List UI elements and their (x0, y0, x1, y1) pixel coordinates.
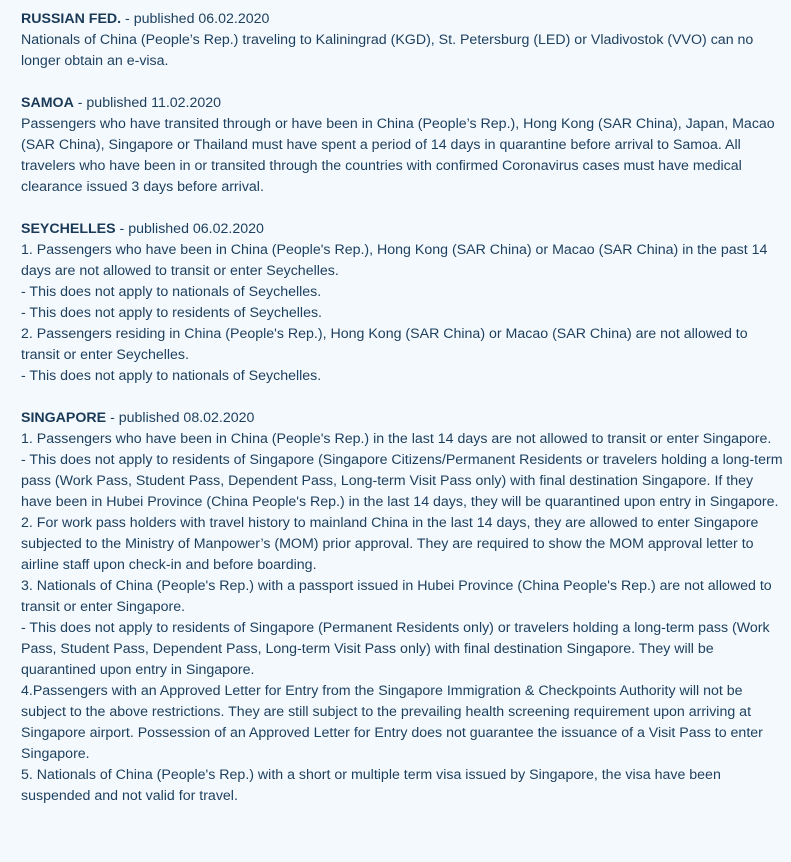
advisory-line: 2. Passengers residing in China (People's Rep.), Hong Kong (SAR China) or Macao (SAR China) are not allowed to transit or enter Seychelles. (21, 326, 748, 363)
section-russian-fed (21, 9, 786, 72)
section-samoa (21, 93, 786, 198)
advisory-line: 3. Nationals of China (People's Rep.) with a passport issued in Hubei Province (China People's Rep.) are not allowed to transit or enter Singapore. (21, 578, 772, 615)
advisory-line: - This does not apply to residents of Seychelles. (21, 305, 322, 321)
country-name: RUSSIAN FED. (21, 11, 122, 27)
section-heading (21, 219, 786, 240)
section-singapore (21, 408, 786, 807)
published-date: - published 11.02.2020 (73, 95, 222, 111)
published-date: - published 06.02.2020 (121, 11, 270, 27)
section-heading (21, 408, 786, 429)
country-name: SINGAPORE (21, 410, 107, 426)
section-heading (21, 93, 786, 114)
section-seychelles (21, 219, 786, 387)
advisory-line: 1. Passengers who have been in China (People's Rep.), Hong Kong (SAR China) or Macao (SAR China) in the past 14 days are not allowed to transit or enter Seychelles. (21, 242, 768, 279)
advisory-line: - This does not apply to residents of Singapore (Permanent Residents only) or travelers holding a long-term pass (Work Pass, Student Pass, Dependent Pass, Long-term Visit Pass only) with final destination Singapore. They will be quarantined upon entry in Singapore. (21, 620, 770, 678)
advisory-document (21, 9, 786, 828)
advisory-line: - This does not apply to nationals of Seychelles. (21, 284, 322, 300)
advisory-line: 1. Passengers who have been in China (People's Rep.) in the last 14 days are not allowed to transit or enter Singapore. (21, 431, 772, 447)
advisory-line: Passengers who have transited through or have been in China (People’s Rep.), Hong Kong (SAR China), Japan, Macao (SAR China), Singapore or Thailand must have spent a period of 14 days in quarantine before arrival to Samoa. All travelers who have been in or transited through the countries with confirmed Coronavirus cases must have medical clearance issued 3 days before arrival. (21, 116, 775, 195)
country-name: SAMOA (21, 95, 74, 111)
published-date: - published 06.02.2020 (115, 221, 264, 237)
advisory-line: Nationals of China (People’s Rep.) traveling to Kaliningrad (KGD), St. Petersburg (LED) or Vladivostok (VVO) can no longer obtain an e-visa. (21, 32, 754, 69)
advisory-line: - This does not apply to residents of Singapore (Singapore Citizens/Permanent Residents or travelers holding a long-term pass (Work Pass, Student Pass, Dependent Pass, Long-term Visit Pass only) with final destination Singapore. If they have been in Hubei Province (China People's Rep.) in the last 14 days, they will be quarantined upon entry in Singapore. (21, 452, 783, 510)
published-date: - published 08.02.2020 (106, 410, 255, 426)
advisory-line: 2. For work pass holders with travel history to mainland China in the last 14 days, they are allowed to enter Singapore subjected to the Ministry of Manpower’s (MOM) prior approval. They are required to show the MOM approval letter to airline staff upon check-in and before boarding. (21, 515, 759, 573)
country-name: SEYCHELLES (21, 221, 116, 237)
section-heading (21, 9, 786, 30)
advisory-line: 4.Passengers with an Approved Letter for Entry from the Singapore Immigration & Checkpoints Authority will not be subject to the above restrictions. They are still subject to the prevailing health screening requirement upon arriving at Singapore airport. Possession of an Approved Letter for Entry does not guarantee the issuance of a Visit Pass to enter Singapore. (21, 683, 763, 762)
advisory-line: 5. Nationals of China (People's Rep.) with a short or multiple term visa issued by Singapore, the visa have been suspended and not valid for travel. (21, 767, 721, 804)
advisory-line: - This does not apply to nationals of Seychelles. (21, 368, 322, 384)
